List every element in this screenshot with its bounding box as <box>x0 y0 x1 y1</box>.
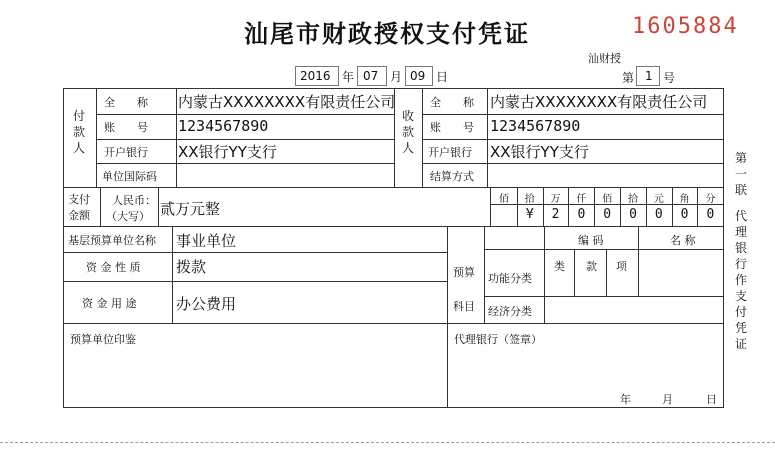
budget-unit-name-label: 基层预算单位名称 <box>68 234 156 247</box>
digit-divider <box>517 187 518 226</box>
digit-header: 佰 <box>602 194 613 205</box>
fund-nature: 拨款 <box>176 258 207 276</box>
cut-line <box>0 442 775 443</box>
digit-divider <box>697 187 698 226</box>
col-divider <box>96 88 97 187</box>
date-month: 07 <box>363 69 379 83</box>
serial-number: 1605884 <box>632 14 739 39</box>
payer-fullname: 内蒙古XXXXXXXX有限责任公司 <box>178 93 396 111</box>
col-divider <box>158 187 159 226</box>
rmb-label: 人民币： <box>112 194 156 207</box>
col-divider <box>100 187 101 226</box>
payee-fullname-label: 全 称 <box>430 96 474 109</box>
digit-divider <box>543 187 544 226</box>
digit-header: 角 <box>679 194 690 205</box>
seal-label: 预算单位印鉴 <box>70 333 136 346</box>
digit-header: 元 <box>653 194 664 205</box>
payer-side-label: 付款人 <box>72 109 85 155</box>
class-label: 类 <box>554 260 565 273</box>
digit-value: 0 <box>629 207 637 222</box>
digit-header: 仟 <box>576 194 587 205</box>
digit-divider <box>620 187 621 226</box>
sheet-suffix: 号 <box>663 71 676 85</box>
col-divider <box>638 226 639 296</box>
digit-divider <box>646 187 647 226</box>
payee-bank-label: 开户银行 <box>428 146 472 159</box>
payee-account: 1234567890 <box>490 117 581 135</box>
code-label: 编 码 <box>578 234 604 247</box>
date-day-unit: 日 <box>436 70 449 84</box>
fund-nature-label: 资 金 性 质 <box>86 261 141 274</box>
row-divider <box>422 163 723 164</box>
sheet-number: 1 <box>645 69 653 83</box>
date-year-unit: 年 <box>342 70 355 84</box>
digit-header: 拾 <box>524 194 535 205</box>
col-divider <box>422 88 423 187</box>
row-divider <box>96 163 394 164</box>
budget-label: 预算 <box>453 266 475 279</box>
row-divider <box>63 252 447 253</box>
side-note-top: 第一联 <box>734 151 747 197</box>
row-divider <box>63 187 723 188</box>
digit-divider <box>594 187 595 226</box>
func-class-label: 功能分类 <box>488 272 532 285</box>
amount-upper-value: 贰万元整 <box>160 200 221 218</box>
row-divider <box>96 139 394 140</box>
payer-bank: XX银行YY支行 <box>178 143 277 161</box>
digit-divider <box>568 187 569 226</box>
budget-unit-name: 事业单位 <box>176 232 237 250</box>
col-divider <box>484 226 485 323</box>
digit-value: 0 <box>680 207 689 222</box>
payer-fullname-label: 全 称 <box>104 96 148 109</box>
agent-bank-label: 代理银行（签章） <box>454 333 542 346</box>
digit-value: 0 <box>603 207 612 222</box>
row-divider <box>422 139 723 140</box>
col-divider <box>574 249 575 296</box>
digit-value: 2 <box>551 207 560 222</box>
row-divider <box>484 296 723 297</box>
xiang-label: 项 <box>616 260 627 273</box>
voucher-title: 汕尾市财政授权支付凭证 <box>244 19 530 48</box>
row-divider <box>422 114 723 115</box>
subject-label: 科目 <box>453 300 475 313</box>
col-divider <box>487 88 488 187</box>
fund-use-label: 资 金 用 途 <box>82 297 137 310</box>
digit-divider <box>672 187 673 226</box>
amount-label: 支付金额 <box>68 193 90 222</box>
sign-day: 日 <box>706 393 717 406</box>
payee-fullname: 内蒙古XXXXXXXX有限责任公司 <box>490 93 708 111</box>
payer-bank-label: 开户银行 <box>104 146 148 159</box>
kuan-label: 款 <box>586 260 597 273</box>
date-month-unit: 月 <box>390 70 403 84</box>
payee-account-label: 账 号 <box>430 121 474 134</box>
date-day: 09 <box>410 69 426 83</box>
col-divider <box>490 187 491 226</box>
row-divider <box>484 249 723 250</box>
form-code: 汕财授 <box>588 52 621 65</box>
name-label: 名 称 <box>670 234 696 247</box>
row-divider <box>96 114 394 115</box>
upper-label: （大写） <box>106 210 150 223</box>
digit-value: ¥ <box>525 207 534 222</box>
row-divider <box>63 226 723 227</box>
digit-header: 佰 <box>499 194 509 205</box>
date-year: 2016 <box>300 69 331 83</box>
digit-header: 拾 <box>628 194 638 205</box>
side-note-bottom: 代理银行作支付凭证 <box>734 209 747 351</box>
row-divider <box>63 323 723 324</box>
col-divider <box>447 226 448 408</box>
digit-value: 0 <box>654 207 663 222</box>
digit-header: 万 <box>550 194 561 205</box>
payer-account: 1234567890 <box>178 117 269 135</box>
digit-value: 0 <box>577 207 586 222</box>
payee-settle-label: 结算方式 <box>430 170 474 183</box>
payee-side-label: 收款人 <box>401 109 414 155</box>
row-divider <box>63 281 447 282</box>
payer-unit-code-label: 单位国际码 <box>102 170 157 183</box>
digit-value: 0 <box>706 207 715 222</box>
col-divider <box>176 88 177 187</box>
digit-header: 分 <box>705 194 716 205</box>
sign-year: 年 <box>620 393 631 406</box>
fund-use: 办公费用 <box>176 295 237 313</box>
col-divider <box>544 226 545 323</box>
sheet-prefix: 第 <box>622 71 635 85</box>
col-divider <box>172 226 173 323</box>
payee-bank: XX银行YY支行 <box>490 143 589 161</box>
sign-month: 月 <box>662 393 673 406</box>
col-divider <box>606 249 607 296</box>
econ-class-label: 经济分类 <box>488 305 532 318</box>
payer-account-label: 账 号 <box>104 121 148 134</box>
